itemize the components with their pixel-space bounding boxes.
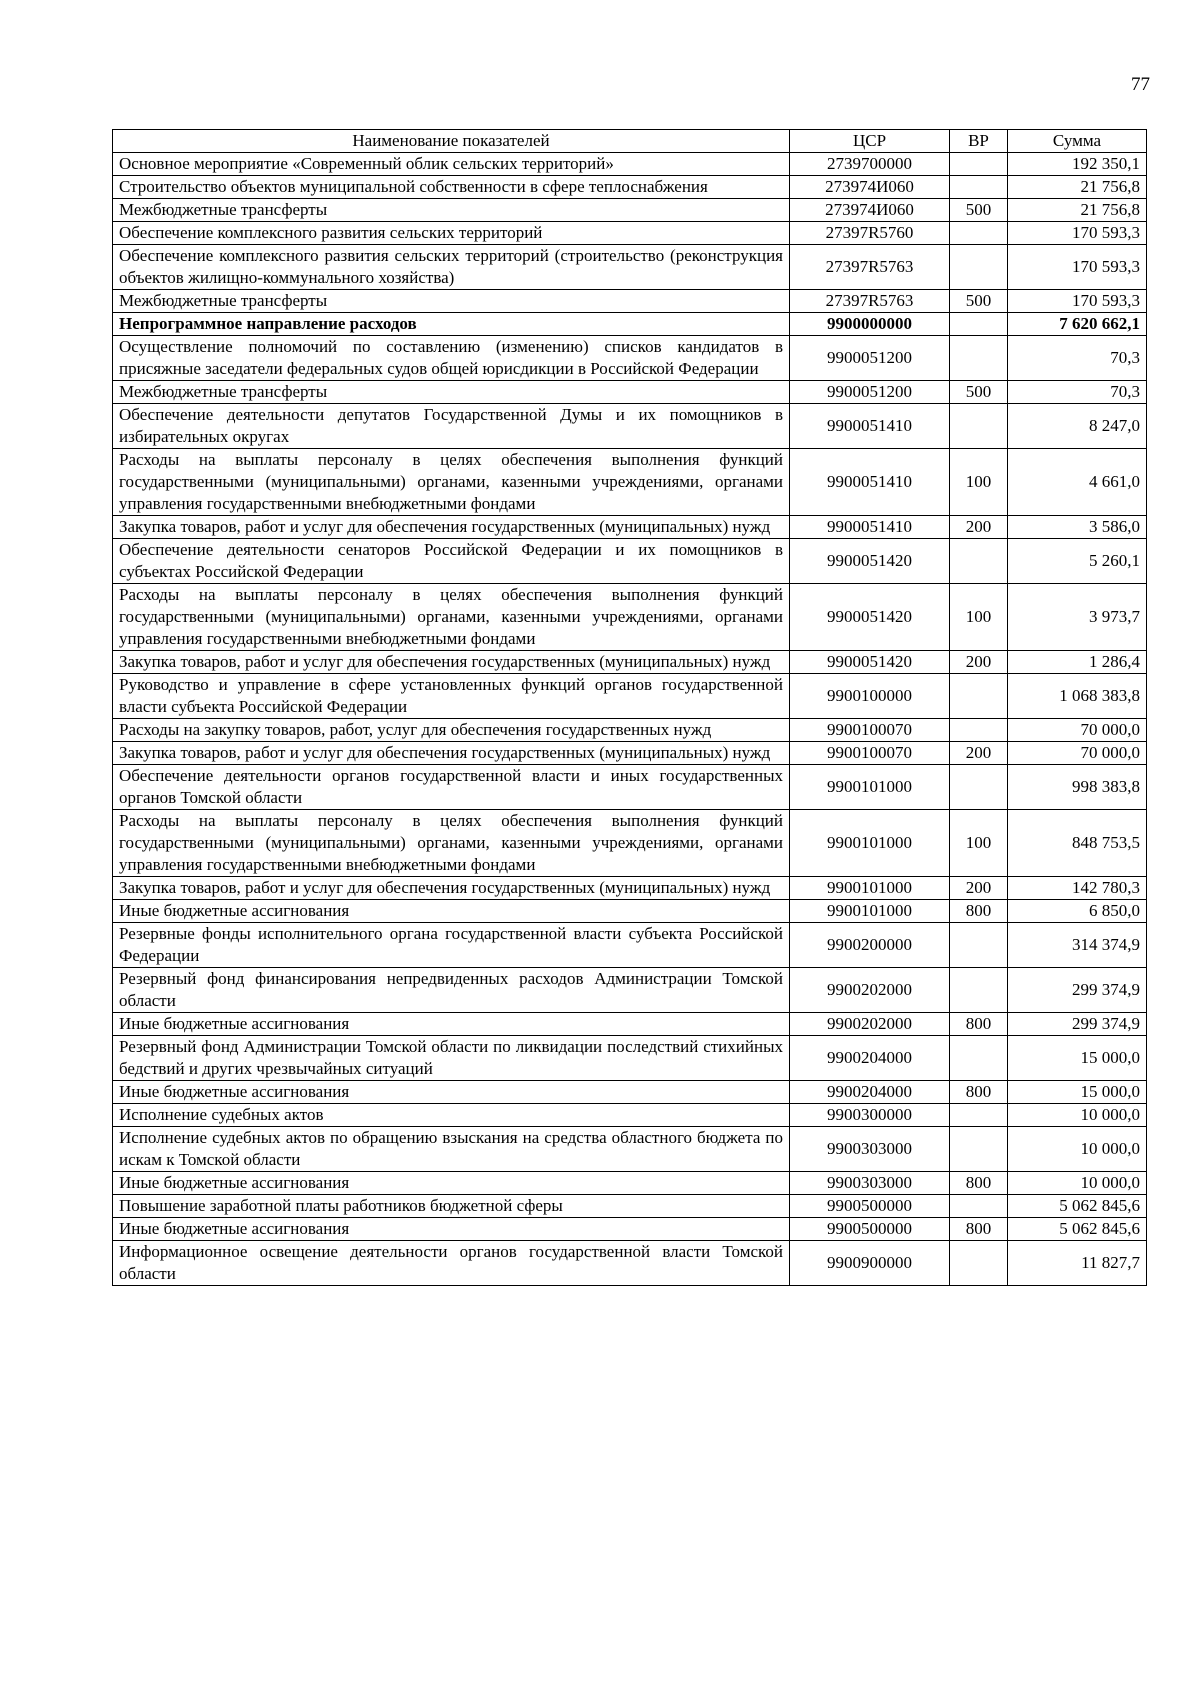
cell-name: Расходы на выплаты персоналу в целях обеспечения выполнения функций государственными (муниципальными) органами, казенными учреждениями, органами управления государственными внебюджетными фондами [113, 584, 790, 651]
cell-name: Закупка товаров, работ и услуг для обеспечения государственных (муниципальных) нужд [113, 651, 790, 674]
table-row [113, 1241, 1147, 1286]
cell-name: Исполнение судебных актов [113, 1104, 790, 1127]
cell-name: Резервный фонд финансирования непредвиденных расходов Администрации Томской области [113, 968, 790, 1013]
cell-csr: 9900204000 [790, 1036, 950, 1081]
cell-csr: 9900300000 [790, 1104, 950, 1127]
cell-csr: 27397R5760 [790, 222, 950, 245]
cell-vr: 500 [950, 199, 1008, 222]
table-row [113, 404, 1147, 449]
cell-vr [950, 336, 1008, 381]
cell-sum: 6 850,0 [1008, 900, 1147, 923]
cell-name: Межбюджетные трансферты [113, 199, 790, 222]
cell-name: Обеспечение комплексного развития сельских территорий [113, 222, 790, 245]
cell-vr [950, 222, 1008, 245]
cell-vr: 100 [950, 449, 1008, 516]
cell-name: Расходы на выплаты персоналу в целях обеспечения выполнения функций государственными (муниципальными) органами, казенными учреждениями, органами управления государственными внебюджетными фондами [113, 810, 790, 877]
cell-sum: 7 620 662,1 [1008, 313, 1147, 336]
cell-vr: 500 [950, 381, 1008, 404]
cell-vr [950, 1036, 1008, 1081]
table-row [113, 336, 1147, 381]
budget-table [112, 129, 1147, 1286]
cell-sum: 299 374,9 [1008, 968, 1147, 1013]
cell-csr: 9900051200 [790, 381, 950, 404]
cell-vr: 200 [950, 877, 1008, 900]
table-row [113, 449, 1147, 516]
cell-vr [950, 1241, 1008, 1286]
cell-name: Иные бюджетные ассигнования [113, 1013, 790, 1036]
header-vr: ВР [950, 130, 1008, 153]
cell-name: Исполнение судебных актов по обращению взыскания на средства областного бюджета по искам к Томской области [113, 1127, 790, 1172]
header-name: Наименование показателей [113, 130, 790, 153]
cell-sum: 314 374,9 [1008, 923, 1147, 968]
cell-name: Иные бюджетные ассигнования [113, 1218, 790, 1241]
table-row [113, 516, 1147, 539]
cell-name: Расходы на выплаты персоналу в целях обеспечения выполнения функций государственными (муниципальными) органами, казенными учреждениями, органами управления государственными внебюджетными фондами [113, 449, 790, 516]
cell-csr: 273974И060 [790, 176, 950, 199]
table-row [113, 719, 1147, 742]
cell-name: Основное мероприятие «Современный облик сельских территорий» [113, 153, 790, 176]
cell-sum: 70 000,0 [1008, 742, 1147, 765]
cell-sum: 142 780,3 [1008, 877, 1147, 900]
cell-vr [950, 245, 1008, 290]
cell-vr: 200 [950, 742, 1008, 765]
cell-sum: 70,3 [1008, 381, 1147, 404]
cell-vr [950, 404, 1008, 449]
cell-csr: 9900900000 [790, 1241, 950, 1286]
cell-name: Строительство объектов муниципальной собственности в сфере теплоснабжения [113, 176, 790, 199]
cell-csr: 9900051410 [790, 516, 950, 539]
cell-csr: 9900051420 [790, 651, 950, 674]
cell-vr [950, 719, 1008, 742]
cell-name: Осуществление полномочий по составлению (изменению) списков кандидатов в присяжные заседатели федеральных судов общей юрисдикции в Российской Федерации [113, 336, 790, 381]
table-row [113, 810, 1147, 877]
cell-sum: 3 586,0 [1008, 516, 1147, 539]
cell-name: Межбюджетные трансферты [113, 381, 790, 404]
cell-csr: 27397R5763 [790, 290, 950, 313]
cell-name: Закупка товаров, работ и услуг для обеспечения государственных (муниципальных) нужд [113, 742, 790, 765]
cell-name: Руководство и управление в сфере установленных функций органов государственной власти субъекта Российской Федерации [113, 674, 790, 719]
cell-name: Резервный фонд Администрации Томской области по ликвидации последствий стихийных бедствий и других чрезвычайных ситуаций [113, 1036, 790, 1081]
table-row [113, 900, 1147, 923]
cell-sum: 70,3 [1008, 336, 1147, 381]
cell-vr [950, 539, 1008, 584]
cell-csr: 9900051200 [790, 336, 950, 381]
cell-vr [950, 1127, 1008, 1172]
cell-vr: 100 [950, 584, 1008, 651]
table-row [113, 1172, 1147, 1195]
cell-sum: 10 000,0 [1008, 1127, 1147, 1172]
cell-sum: 5 062 845,6 [1008, 1218, 1147, 1241]
cell-name: Обеспечение комплексного развития сельских территорий (строительство (реконструкция объектов жилищно-коммунального хозяйства) [113, 245, 790, 290]
cell-sum: 5 062 845,6 [1008, 1195, 1147, 1218]
cell-sum: 170 593,3 [1008, 222, 1147, 245]
cell-vr: 100 [950, 810, 1008, 877]
cell-vr: 800 [950, 1218, 1008, 1241]
cell-name: Закупка товаров, работ и услуг для обеспечения государственных (муниципальных) нужд [113, 877, 790, 900]
cell-vr [950, 674, 1008, 719]
cell-csr: 9900204000 [790, 1081, 950, 1104]
cell-name: Непрограммное направление расходов [113, 313, 790, 336]
table-row [113, 877, 1147, 900]
table-row [113, 313, 1147, 336]
cell-name: Повышение заработной платы работников бюджетной сферы [113, 1195, 790, 1218]
table-row [113, 923, 1147, 968]
table-row [113, 222, 1147, 245]
cell-sum: 848 753,5 [1008, 810, 1147, 877]
cell-name: Иные бюджетные ассигнования [113, 1172, 790, 1195]
cell-sum: 4 661,0 [1008, 449, 1147, 516]
cell-sum: 8 247,0 [1008, 404, 1147, 449]
cell-vr: 800 [950, 1013, 1008, 1036]
cell-csr: 9900051410 [790, 404, 950, 449]
cell-sum: 170 593,3 [1008, 290, 1147, 313]
header-csr: ЦСР [790, 130, 950, 153]
cell-csr: 9900500000 [790, 1195, 950, 1218]
cell-vr [950, 923, 1008, 968]
cell-csr: 9900051410 [790, 449, 950, 516]
cell-csr: 9900200000 [790, 923, 950, 968]
cell-vr [950, 1195, 1008, 1218]
cell-csr: 9900000000 [790, 313, 950, 336]
table-row [113, 1104, 1147, 1127]
cell-name: Иные бюджетные ассигнования [113, 900, 790, 923]
cell-sum: 21 756,8 [1008, 176, 1147, 199]
cell-csr: 9900051420 [790, 539, 950, 584]
table-row [113, 153, 1147, 176]
cell-sum: 15 000,0 [1008, 1081, 1147, 1104]
cell-name: Обеспечение деятельности депутатов Государственной Думы и их помощников в избирательных округах [113, 404, 790, 449]
table-row [113, 176, 1147, 199]
table-row [113, 381, 1147, 404]
cell-sum: 299 374,9 [1008, 1013, 1147, 1036]
table-row [113, 651, 1147, 674]
cell-name: Иные бюджетные ассигнования [113, 1081, 790, 1104]
table-row [113, 245, 1147, 290]
table-row [113, 674, 1147, 719]
cell-csr: 9900101000 [790, 765, 950, 810]
cell-sum: 192 350,1 [1008, 153, 1147, 176]
cell-vr [950, 1104, 1008, 1127]
table-row [113, 290, 1147, 313]
cell-vr: 800 [950, 1081, 1008, 1104]
cell-name: Обеспечение деятельности сенаторов Российской Федерации и их помощников в субъектах Российской Федерации [113, 539, 790, 584]
table-row [113, 1013, 1147, 1036]
cell-csr: 9900051420 [790, 584, 950, 651]
cell-csr: 9900100000 [790, 674, 950, 719]
cell-vr: 500 [950, 290, 1008, 313]
cell-sum: 170 593,3 [1008, 245, 1147, 290]
cell-name: Резервные фонды исполнительного органа государственной власти субъекта Российской Федерации [113, 923, 790, 968]
cell-csr: 9900202000 [790, 968, 950, 1013]
cell-sum: 1 286,4 [1008, 651, 1147, 674]
cell-csr: 9900202000 [790, 1013, 950, 1036]
table-row [113, 765, 1147, 810]
table-row [113, 968, 1147, 1013]
cell-vr [950, 153, 1008, 176]
table-row [113, 584, 1147, 651]
cell-csr: 273974И060 [790, 199, 950, 222]
cell-sum: 5 260,1 [1008, 539, 1147, 584]
cell-csr: 9900101000 [790, 810, 950, 877]
table-row [113, 1127, 1147, 1172]
cell-name: Обеспечение деятельности органов государственной власти и иных государственных органов Томской области [113, 765, 790, 810]
cell-vr: 200 [950, 651, 1008, 674]
cell-csr: 2739700000 [790, 153, 950, 176]
table-header-row [113, 130, 1147, 153]
cell-sum: 15 000,0 [1008, 1036, 1147, 1081]
cell-sum: 3 973,7 [1008, 584, 1147, 651]
cell-csr: 9900100070 [790, 742, 950, 765]
cell-vr: 200 [950, 516, 1008, 539]
table-row [113, 742, 1147, 765]
cell-vr [950, 968, 1008, 1013]
table-row [113, 539, 1147, 584]
cell-csr: 9900303000 [790, 1172, 950, 1195]
cell-sum: 1 068 383,8 [1008, 674, 1147, 719]
table-row [113, 1195, 1147, 1218]
cell-name: Информационное освещение деятельности органов государственной власти Томской области [113, 1241, 790, 1286]
cell-sum: 10 000,0 [1008, 1172, 1147, 1195]
cell-vr: 800 [950, 1172, 1008, 1195]
cell-sum: 70 000,0 [1008, 719, 1147, 742]
cell-vr [950, 313, 1008, 336]
table-row [113, 1218, 1147, 1241]
cell-csr: 27397R5763 [790, 245, 950, 290]
table-row [113, 1081, 1147, 1104]
cell-sum: 21 756,8 [1008, 199, 1147, 222]
cell-name: Межбюджетные трансферты [113, 290, 790, 313]
cell-vr [950, 765, 1008, 810]
cell-sum: 11 827,7 [1008, 1241, 1147, 1286]
cell-csr: 9900500000 [790, 1218, 950, 1241]
table-row [113, 1036, 1147, 1081]
cell-name: Расходы на закупку товаров, работ, услуг для обеспечения государственных нужд [113, 719, 790, 742]
cell-name: Закупка товаров, работ и услуг для обеспечения государственных (муниципальных) нужд [113, 516, 790, 539]
cell-sum: 998 383,8 [1008, 765, 1147, 810]
cell-vr [950, 176, 1008, 199]
page-number: 77 [1131, 74, 1150, 95]
cell-csr: 9900100070 [790, 719, 950, 742]
cell-vr: 800 [950, 900, 1008, 923]
cell-csr: 9900101000 [790, 900, 950, 923]
cell-sum: 10 000,0 [1008, 1104, 1147, 1127]
header-sum: Сумма [1008, 130, 1147, 153]
cell-csr: 9900303000 [790, 1127, 950, 1172]
table-row [113, 199, 1147, 222]
cell-csr: 9900101000 [790, 877, 950, 900]
